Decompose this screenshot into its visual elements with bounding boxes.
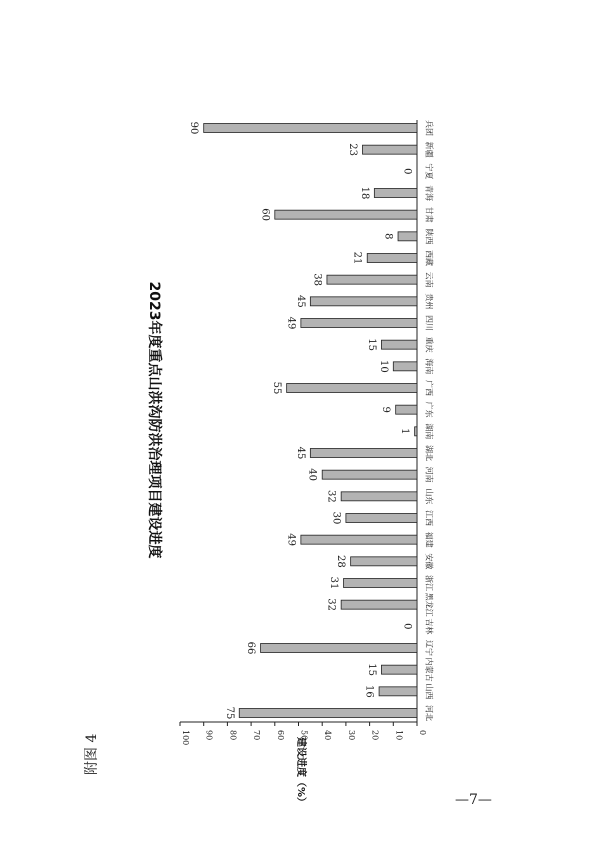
bar — [310, 449, 417, 458]
category-label: 广东 — [424, 401, 434, 418]
bar — [275, 210, 417, 219]
category-label: 内蒙古 — [424, 657, 434, 682]
bar — [322, 470, 417, 479]
bar — [261, 644, 417, 653]
bar — [396, 405, 417, 414]
category-label: 河南 — [424, 466, 434, 483]
category-label: 宁夏 — [424, 163, 434, 180]
category-label: 甘肃 — [424, 206, 434, 223]
value-label: 1 — [399, 428, 411, 435]
tick-label: 40 — [323, 730, 333, 741]
chart-title: 2023年度重点山洪沟防洪治理项目建设进度 — [146, 281, 162, 559]
bar — [301, 535, 417, 544]
y-axis-title: 建设进度（%） — [295, 736, 306, 808]
category-label: 江西 — [424, 510, 434, 526]
value-label: 0 — [401, 168, 413, 175]
value-label: 16 — [363, 684, 375, 698]
category-label: 兵团 — [424, 120, 434, 136]
category-label: 贵州 — [424, 293, 434, 310]
value-label: 30 — [330, 511, 342, 525]
tick-label: 10 — [394, 730, 404, 741]
chart-title-group — [146, 282, 163, 559]
value-label: 15 — [365, 338, 377, 352]
bar — [374, 189, 417, 198]
bar — [341, 492, 417, 501]
value-label: 49 — [285, 533, 297, 547]
tick-label: 70 — [252, 730, 262, 741]
bar — [381, 340, 417, 349]
value-label: 21 — [351, 251, 363, 265]
bar — [239, 709, 417, 718]
bar — [393, 362, 417, 371]
value-label: 18 — [358, 186, 370, 200]
value-label: 45 — [294, 294, 306, 308]
bar — [301, 319, 417, 328]
category-label: 吉林 — [424, 618, 434, 635]
bar — [398, 232, 417, 241]
value-label: 0 — [401, 623, 413, 630]
category-label: 四川 — [424, 315, 434, 331]
category-label: 重庆 — [424, 336, 434, 353]
category-label: 山东 — [424, 488, 434, 505]
category-label: 黑龙江 — [424, 592, 434, 617]
value-label: 75 — [223, 706, 235, 720]
bar — [381, 665, 417, 674]
value-label: 32 — [325, 598, 337, 612]
tick-label: 20 — [370, 730, 380, 741]
tick-label: 0 — [418, 730, 427, 736]
value-label: 40 — [306, 468, 318, 482]
value-label: 55 — [271, 381, 283, 395]
value-label: 9 — [380, 406, 392, 413]
bar — [327, 275, 417, 284]
bar — [367, 254, 417, 263]
value-label: 90 — [188, 121, 200, 135]
value-label: 45 — [294, 446, 306, 460]
bar — [415, 427, 417, 436]
value-label: 15 — [365, 663, 377, 677]
bar — [346, 514, 417, 523]
category-label: 辽宁 — [424, 640, 434, 656]
value-label: 66 — [245, 641, 257, 655]
category-label: 福建 — [424, 531, 434, 548]
category-label: 云南 — [424, 271, 434, 288]
bar — [362, 145, 417, 154]
bar — [379, 687, 417, 696]
bar — [341, 600, 417, 609]
tick-label: 60 — [275, 730, 285, 741]
category-label: 西藏 — [424, 250, 434, 266]
tick-label: 100 — [181, 730, 190, 746]
tick-label: 80 — [228, 730, 238, 741]
category-label: 新疆 — [424, 141, 434, 158]
tick-label: 30 — [346, 730, 356, 741]
tick-label: 50 — [299, 730, 309, 741]
category-label: 湖南 — [424, 423, 434, 440]
category-label: 海南 — [424, 358, 434, 375]
page-number: —7— — [455, 792, 492, 808]
value-label: 8 — [382, 233, 394, 240]
bar — [344, 579, 417, 588]
value-label: 10 — [377, 359, 389, 373]
value-label: 23 — [346, 143, 358, 157]
bar — [310, 297, 417, 306]
category-labels-group — [425, 120, 435, 721]
value-label: 32 — [325, 489, 337, 503]
category-label: 青海 — [424, 185, 434, 201]
value-label: 49 — [285, 316, 297, 330]
bar — [204, 124, 417, 133]
category-label: 河北 — [424, 705, 434, 721]
category-label: 广西 — [424, 380, 434, 396]
tick-label: 90 — [204, 730, 214, 741]
value-label: 60 — [259, 208, 271, 222]
bar — [287, 384, 417, 393]
category-label: 湖北 — [424, 445, 434, 461]
annex-label-text: 附图 4 — [84, 733, 100, 775]
bars-group — [204, 124, 417, 718]
bar — [351, 557, 417, 566]
category-label: 安徽 — [424, 553, 434, 570]
category-label: 陕西 — [424, 228, 434, 245]
y-axis-title-group — [295, 737, 308, 807]
value-label: 38 — [311, 273, 323, 287]
value-label: 31 — [328, 576, 340, 590]
category-label: 浙江 — [424, 575, 434, 591]
value-label: 28 — [335, 554, 347, 568]
category-label: 山西 — [424, 683, 434, 700]
